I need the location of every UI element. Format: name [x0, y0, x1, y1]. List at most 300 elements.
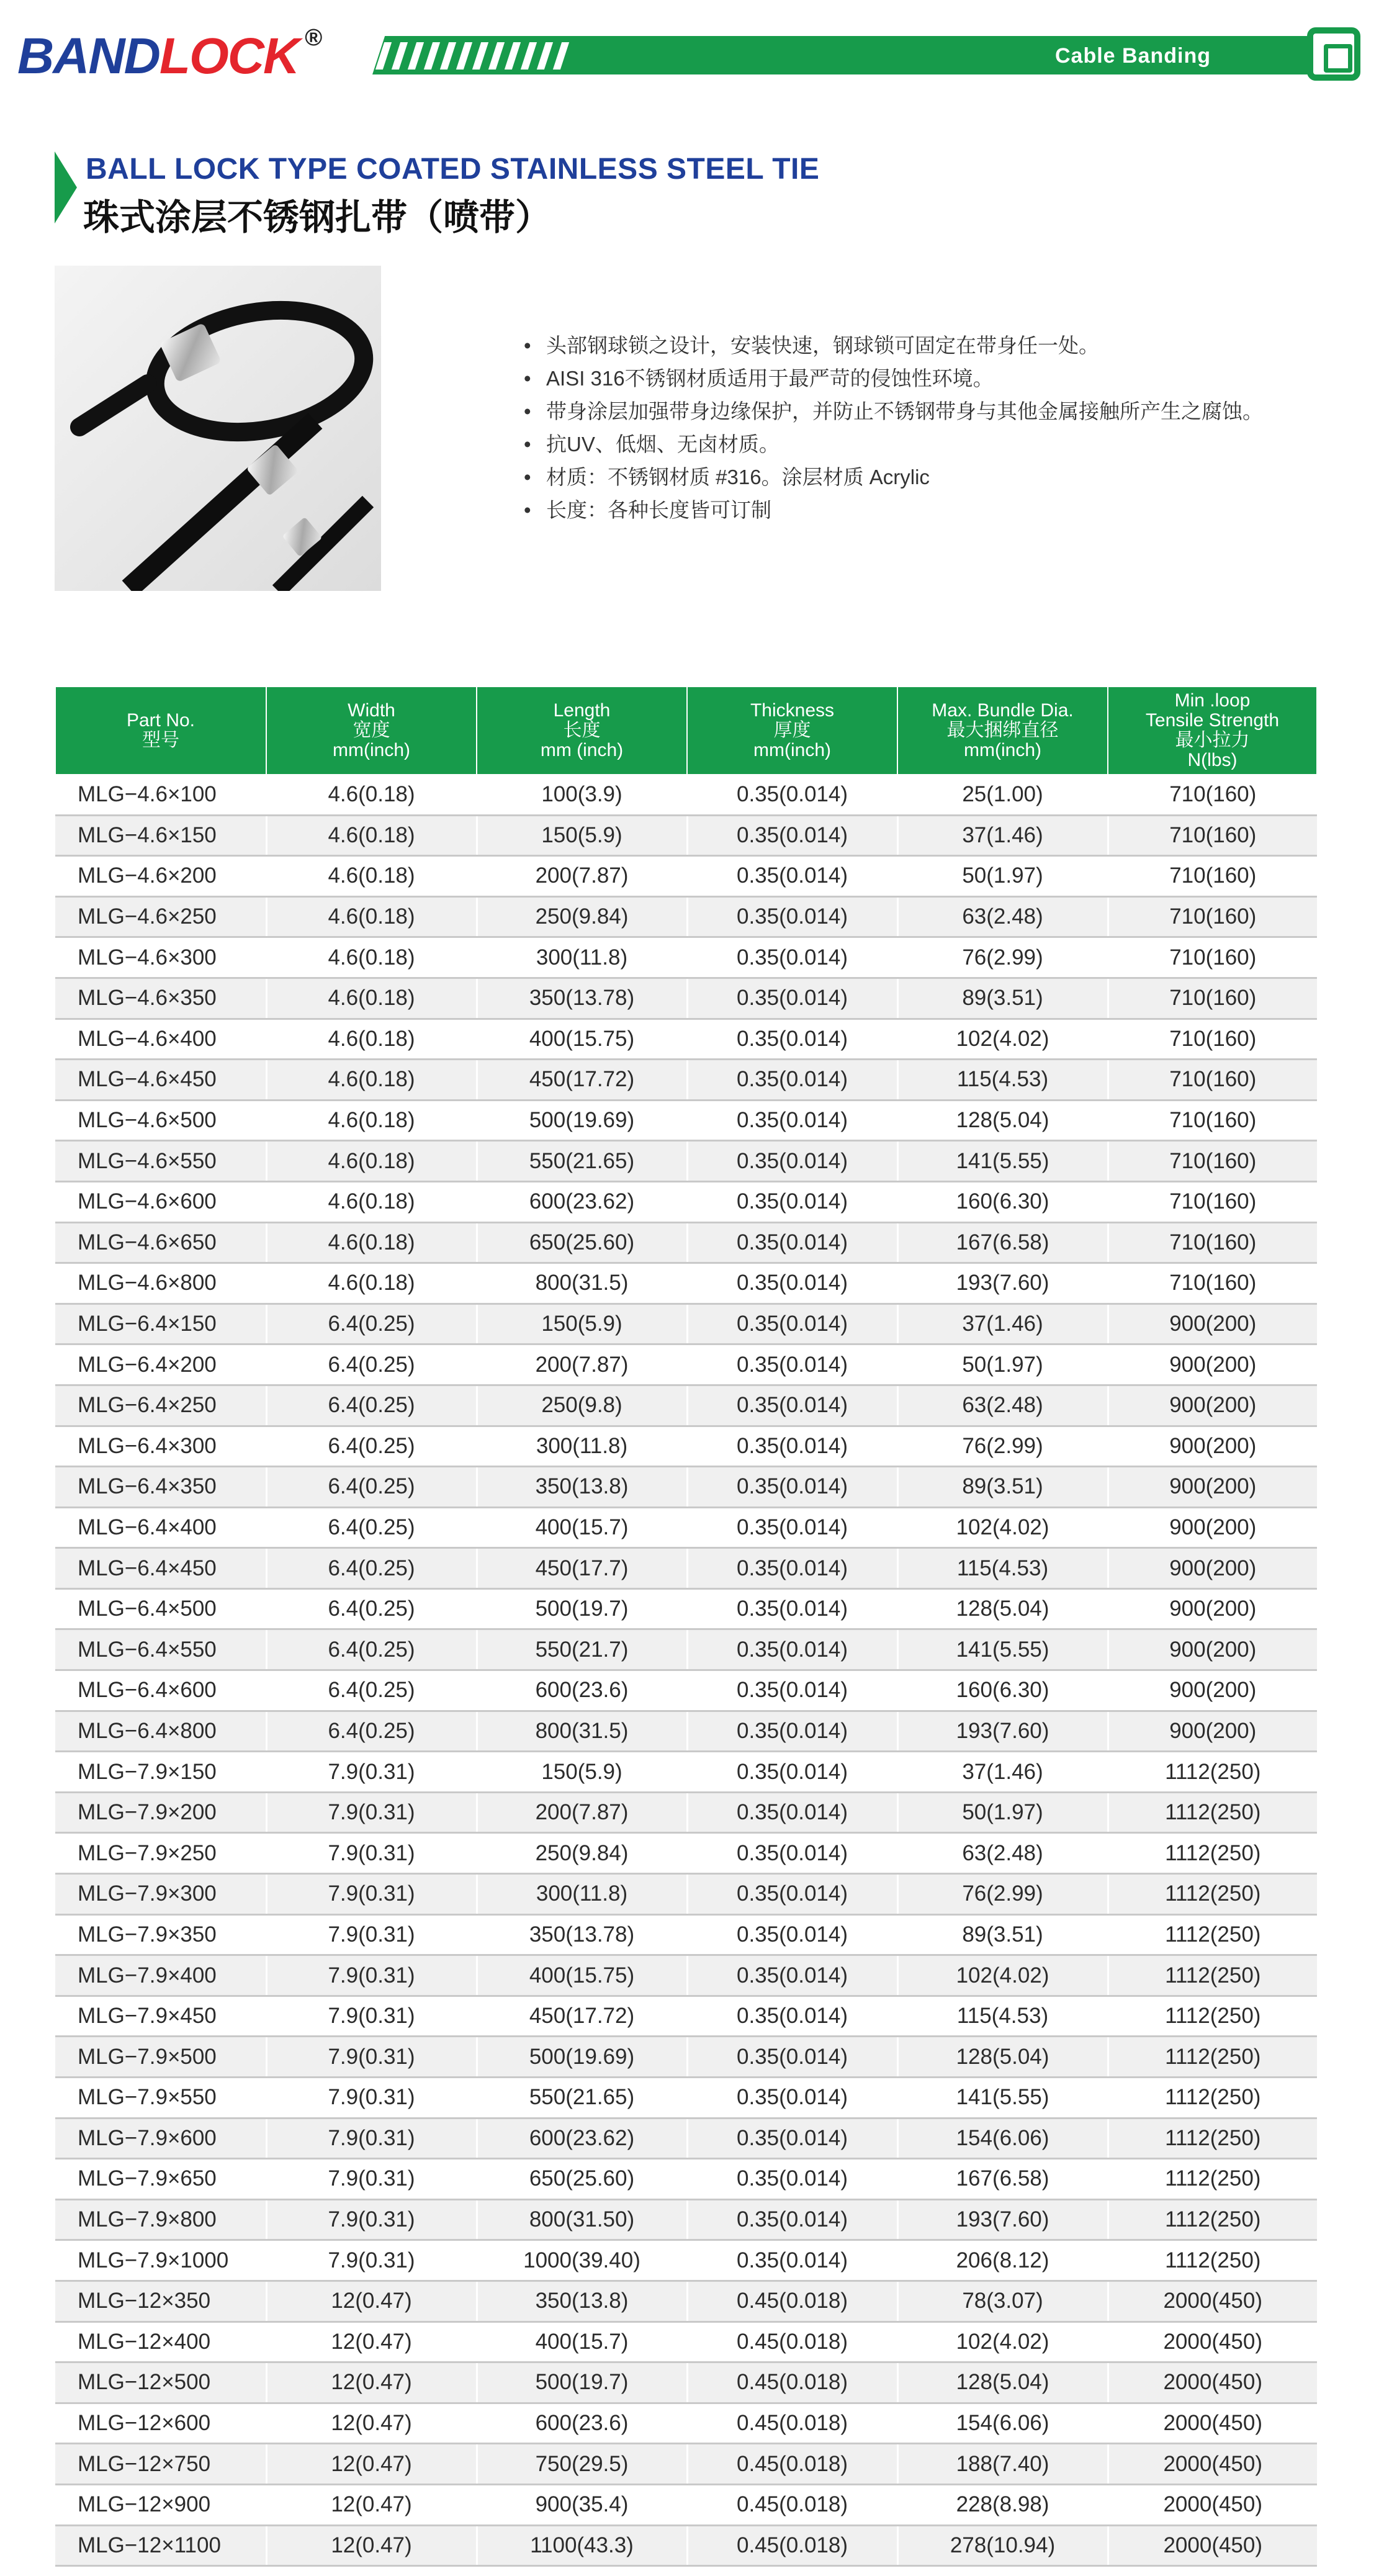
column-header-thickness [687, 687, 897, 775]
length-cell: 1100(43.3) [477, 2525, 687, 2566]
tensile-strength-cell: 1112(250) [1108, 1914, 1317, 1955]
thickness-cell: 0.45(0.018) [687, 2362, 897, 2403]
width-cell: 7.9(0.31) [266, 2159, 477, 2200]
table-row [55, 1588, 1317, 1629]
part-number-cell: MLG−7.9×400 [55, 1955, 266, 1996]
tensile-strength-cell: 2000(450) [1108, 2281, 1317, 2322]
length-cell: 600(23.62) [477, 1181, 687, 1222]
thickness-cell: 0.35(0.014) [687, 1996, 897, 2037]
width-cell: 6.4(0.25) [266, 1548, 477, 1589]
table-row [55, 1548, 1317, 1589]
tensile-strength-cell: 710(160) [1108, 1222, 1317, 1263]
length-cell: 350(13.78) [477, 1914, 687, 1955]
width-cell: 12(0.47) [266, 2281, 477, 2322]
tensile-strength-cell: 900(200) [1108, 1426, 1317, 1467]
table-row [55, 1752, 1317, 1793]
bundle-dia-cell: 37(1.46) [897, 815, 1108, 856]
feature-item: • 材质：不锈钢材质 #316。涂层材质 Acrylic [519, 461, 1326, 493]
thickness-cell: 0.35(0.014) [687, 2078, 897, 2119]
width-cell: 6.4(0.25) [266, 1711, 477, 1752]
part-number-cell: MLG−12×750 [55, 2444, 266, 2485]
thickness-cell: 0.45(0.018) [687, 2484, 897, 2525]
length-cell: 550(21.65) [477, 2078, 687, 2119]
column-header-line: Part No. [126, 710, 195, 731]
column-header-bundle-dia [897, 687, 1108, 775]
width-cell: 7.9(0.31) [266, 2118, 477, 2159]
coated-steel-cable-tie-photo-icon [55, 266, 381, 591]
length-cell: 100(3.9) [477, 775, 687, 815]
length-cell: 500(19.69) [477, 2037, 687, 2078]
bundle-dia-cell: 89(3.51) [897, 978, 1108, 1019]
part-number-cell: MLG−6.4×300 [55, 1426, 266, 1467]
table-row [55, 2037, 1317, 2078]
width-cell: 7.9(0.31) [266, 1792, 477, 1833]
tensile-strength-cell: 1112(250) [1108, 2078, 1317, 2119]
part-number-cell: MLG−4.6×400 [55, 1019, 266, 1060]
part-number-cell: MLG−6.4×550 [55, 1629, 266, 1670]
thickness-cell: 0.35(0.014) [687, 1670, 897, 1711]
tensile-strength-cell: 900(200) [1108, 1711, 1317, 1752]
table-row [55, 1344, 1317, 1385]
bundle-dia-cell: 228(8.98) [897, 2484, 1108, 2525]
tensile-strength-cell: 900(200) [1108, 1629, 1317, 1670]
part-number-cell: MLG−7.9×600 [55, 2118, 266, 2159]
length-cell: 450(17.72) [477, 1060, 687, 1101]
part-number-cell: MLG−12×1100 [55, 2525, 266, 2566]
table-row [55, 1996, 1317, 2037]
tensile-strength-cell: 710(160) [1108, 1141, 1317, 1182]
tensile-strength-cell: 2000(450) [1108, 2322, 1317, 2362]
part-number-cell: MLG−4.6×550 [55, 1141, 266, 1182]
thickness-cell: 0.35(0.014) [687, 1874, 897, 1915]
table-row [55, 775, 1317, 815]
table-row [55, 1263, 1317, 1304]
table-row [55, 1507, 1317, 1548]
column-header-line: 型号 [142, 730, 179, 750]
tensile-strength-cell: 1112(250) [1108, 1792, 1317, 1833]
thickness-cell: 0.35(0.014) [687, 1548, 897, 1589]
part-number-cell: MLG−6.4×800 [55, 1711, 266, 1752]
part-number-cell: MLG−4.6×800 [55, 1263, 266, 1304]
length-cell: 350(13.8) [477, 2281, 687, 2322]
column-header-line: Min .loop [1174, 690, 1251, 711]
thickness-cell: 0.35(0.014) [687, 1141, 897, 1182]
part-number-cell: MLG−12×900 [55, 2484, 266, 2525]
tensile-strength-cell: 2000(450) [1108, 2444, 1317, 2485]
feature-item: • 带身涂层加强带身边缘保护，并防止不锈钢带身与其他金属接触所产生之腐蚀。 [519, 395, 1326, 428]
bundle-dia-cell: 102(4.02) [897, 2322, 1108, 2362]
bundle-dia-cell: 50(1.97) [897, 856, 1108, 897]
bundle-dia-cell: 115(4.53) [897, 1060, 1108, 1101]
length-cell: 450(17.7) [477, 1548, 687, 1589]
column-header-line: mm(inch) [333, 740, 410, 760]
width-cell: 4.6(0.18) [266, 1181, 477, 1222]
tensile-strength-cell: 1112(250) [1108, 2199, 1317, 2240]
part-number-cell: MLG−6.4×350 [55, 1467, 266, 1508]
bundle-dia-cell: 115(4.53) [897, 1996, 1108, 2037]
table-row [55, 1100, 1317, 1141]
bundle-dia-cell: 278(10.94) [897, 2525, 1108, 2566]
width-cell: 4.6(0.18) [266, 1141, 477, 1182]
thickness-cell: 0.35(0.014) [687, 1344, 897, 1385]
table-row [55, 1955, 1317, 1996]
product-photo [55, 266, 381, 591]
length-cell: 750(29.5) [477, 2444, 687, 2485]
square-logo-icon [1307, 27, 1360, 81]
thickness-cell: 0.35(0.014) [687, 1792, 897, 1833]
tensile-strength-cell: 1112(250) [1108, 1833, 1317, 1874]
bundle-dia-cell: 167(6.58) [897, 2159, 1108, 2200]
tensile-strength-cell: 1112(250) [1108, 1874, 1317, 1915]
bundle-dia-cell: 188(7.40) [897, 2444, 1108, 2485]
thickness-cell: 0.35(0.014) [687, 1426, 897, 1467]
table-row [55, 1304, 1317, 1344]
width-cell: 7.9(0.31) [266, 2037, 477, 2078]
bundle-dia-cell: 206(8.12) [897, 2240, 1108, 2281]
width-cell: 4.6(0.18) [266, 1100, 477, 1141]
part-number-cell: MLG−7.9×650 [55, 2159, 266, 2200]
length-cell: 500(19.7) [477, 2362, 687, 2403]
feature-list [519, 329, 1326, 526]
bundle-dia-cell: 102(4.02) [897, 1507, 1108, 1548]
tensile-strength-cell: 710(160) [1108, 1019, 1317, 1060]
length-cell: 600(23.62) [477, 2118, 687, 2159]
width-cell: 4.6(0.18) [266, 896, 477, 937]
table-row [55, 1181, 1317, 1222]
table-row [55, 1222, 1317, 1263]
column-header-length [477, 687, 687, 775]
part-number-cell: MLG−7.9×150 [55, 1752, 266, 1793]
width-cell: 4.6(0.18) [266, 978, 477, 1019]
part-number-cell: MLG−12×400 [55, 2322, 266, 2362]
tensile-strength-cell: 900(200) [1108, 1385, 1317, 1426]
width-cell: 4.6(0.18) [266, 937, 477, 978]
width-cell: 7.9(0.31) [266, 1996, 477, 2037]
length-cell: 250(9.8) [477, 1385, 687, 1426]
width-cell: 6.4(0.25) [266, 1426, 477, 1467]
bundle-dia-cell: 160(6.30) [897, 1670, 1108, 1711]
width-cell: 6.4(0.25) [266, 1588, 477, 1629]
part-number-cell: MLG−6.4×450 [55, 1548, 266, 1589]
width-cell: 12(0.47) [266, 2525, 477, 2566]
length-cell: 650(25.60) [477, 2159, 687, 2200]
tensile-strength-cell: 1112(250) [1108, 2240, 1317, 2281]
tensile-strength-cell: 710(160) [1108, 775, 1317, 815]
width-cell: 7.9(0.31) [266, 1914, 477, 1955]
table-row [55, 1385, 1317, 1426]
tensile-strength-cell: 710(160) [1108, 1060, 1317, 1101]
tensile-strength-cell: 710(160) [1108, 815, 1317, 856]
part-number-cell: MLG−7.9×200 [55, 1792, 266, 1833]
table-row [55, 1792, 1317, 1833]
bundle-dia-cell: 76(2.99) [897, 1426, 1108, 1467]
width-cell: 4.6(0.18) [266, 1222, 477, 1263]
table-row [55, 1426, 1317, 1467]
table-row [55, 1629, 1317, 1670]
part-number-cell: MLG−12×500 [55, 2362, 266, 2403]
width-cell: 12(0.47) [266, 2322, 477, 2362]
length-cell: 400(15.7) [477, 2322, 687, 2362]
thickness-cell: 0.35(0.014) [687, 1588, 897, 1629]
thickness-cell: 0.35(0.014) [687, 2118, 897, 2159]
tensile-strength-cell: 900(200) [1108, 1548, 1317, 1589]
header-stripes [380, 42, 565, 70]
bundle-dia-cell: 76(2.99) [897, 1874, 1108, 1915]
table-row [55, 2199, 1317, 2240]
column-header-line: N(lbs) [1187, 750, 1238, 770]
table-body [55, 775, 1317, 2566]
thickness-cell: 0.35(0.014) [687, 1507, 897, 1548]
width-cell: 7.9(0.31) [266, 1874, 477, 1915]
bundle-dia-cell: 76(2.99) [897, 937, 1108, 978]
length-cell: 650(25.60) [477, 1222, 687, 1263]
column-header-line: 最小拉力 [1175, 730, 1250, 750]
table-row [55, 856, 1317, 897]
column-header-part-no [55, 687, 266, 775]
thickness-cell: 0.35(0.014) [687, 1222, 897, 1263]
bundle-dia-cell: 102(4.02) [897, 1019, 1108, 1060]
thickness-cell: 0.35(0.014) [687, 1100, 897, 1141]
tensile-strength-cell: 710(160) [1108, 937, 1317, 978]
width-cell: 12(0.47) [266, 2484, 477, 2525]
part-number-cell: MLG−7.9×1000 [55, 2240, 266, 2281]
table-row [55, 2322, 1317, 2362]
spec-table [55, 686, 1318, 2567]
tensile-strength-cell: 1112(250) [1108, 1752, 1317, 1793]
tensile-strength-cell: 710(160) [1108, 1263, 1317, 1304]
column-header-line: mm(inch) [753, 740, 831, 760]
thickness-cell: 0.35(0.014) [687, 1629, 897, 1670]
thickness-cell: 0.35(0.014) [687, 896, 897, 937]
length-cell: 200(7.87) [477, 856, 687, 897]
tagline: Cable Banding [1055, 44, 1211, 68]
product-title-cn: 珠式涂层不锈钢扎带（喷带） [83, 197, 552, 238]
length-cell: 550(21.7) [477, 1629, 687, 1670]
table-row [55, 1060, 1317, 1101]
tensile-strength-cell: 2000(450) [1108, 2403, 1317, 2444]
bundle-dia-cell: 50(1.97) [897, 1792, 1108, 1833]
width-cell: 4.6(0.18) [266, 815, 477, 856]
thickness-cell: 0.35(0.014) [687, 775, 897, 815]
length-cell: 250(9.84) [477, 896, 687, 937]
part-number-cell: MLG−4.6×650 [55, 1222, 266, 1263]
bundle-dia-cell: 128(5.04) [897, 1588, 1108, 1629]
table-row [55, 1711, 1317, 1752]
width-cell: 4.6(0.18) [266, 775, 477, 815]
column-header-line: 最大捆绑直径 [946, 720, 1059, 741]
table-row [55, 2240, 1317, 2281]
thickness-cell: 0.35(0.014) [687, 1955, 897, 1996]
width-cell: 7.9(0.31) [266, 2240, 477, 2281]
tensile-strength-cell: 1112(250) [1108, 2037, 1317, 2078]
table-row [55, 2118, 1317, 2159]
tensile-strength-cell: 900(200) [1108, 1467, 1317, 1508]
column-header-line: Width [348, 700, 395, 721]
part-number-cell: MLG−6.4×200 [55, 1344, 266, 1385]
thickness-cell: 0.35(0.014) [687, 1752, 897, 1793]
column-header-line: Max. Bundle Dia. [932, 700, 1074, 721]
length-cell: 200(7.87) [477, 1344, 687, 1385]
table-row [55, 1833, 1317, 1874]
table-row [55, 1141, 1317, 1182]
bundle-dia-cell: 25(1.00) [897, 775, 1108, 815]
tensile-strength-cell: 2000(450) [1108, 2362, 1317, 2403]
part-number-cell: MLG−4.6×250 [55, 896, 266, 937]
tensile-strength-cell: 900(200) [1108, 1344, 1317, 1385]
column-header-line: mm (inch) [540, 740, 624, 760]
thickness-cell: 0.45(0.018) [687, 2444, 897, 2485]
length-cell: 350(13.78) [477, 978, 687, 1019]
bundle-dia-cell: 154(6.06) [897, 2403, 1108, 2444]
part-number-cell: MLG−7.9×250 [55, 1833, 266, 1874]
column-header-line: 宽度 [353, 720, 390, 741]
length-cell: 900(35.4) [477, 2484, 687, 2525]
table-header-row [55, 687, 1317, 775]
table-row [55, 1019, 1317, 1060]
table-row [55, 1914, 1317, 1955]
length-cell: 350(13.8) [477, 1467, 687, 1508]
table-row [55, 937, 1317, 978]
part-number-cell: MLG−4.6×300 [55, 937, 266, 978]
tensile-strength-cell: 900(200) [1108, 1304, 1317, 1344]
bundle-dia-cell: 50(1.97) [897, 1344, 1108, 1385]
part-number-cell: MLG−7.9×300 [55, 1874, 266, 1915]
thickness-cell: 0.35(0.014) [687, 2240, 897, 2281]
thickness-cell: 0.35(0.014) [687, 1263, 897, 1304]
table-row [55, 2281, 1317, 2322]
bundle-dia-cell: 115(4.53) [897, 1548, 1108, 1589]
width-cell: 4.6(0.18) [266, 856, 477, 897]
tensile-strength-cell: 710(160) [1108, 896, 1317, 937]
length-cell: 550(21.65) [477, 1141, 687, 1182]
length-cell: 600(23.6) [477, 1670, 687, 1711]
column-header-width [266, 687, 477, 775]
feature-item: • 长度：各种长度皆可订制 [519, 493, 1326, 526]
bundle-dia-cell: 141(5.55) [897, 1629, 1108, 1670]
thickness-cell: 0.35(0.014) [687, 1833, 897, 1874]
length-cell: 250(9.84) [477, 1833, 687, 1874]
width-cell: 12(0.47) [266, 2403, 477, 2444]
part-number-cell: MLG−7.9×500 [55, 2037, 266, 2078]
width-cell: 6.4(0.25) [266, 1304, 477, 1344]
bundle-dia-cell: 128(5.04) [897, 1100, 1108, 1141]
thickness-cell: 0.45(0.018) [687, 2281, 897, 2322]
part-number-cell: MLG−4.6×100 [55, 775, 266, 815]
width-cell: 6.4(0.25) [266, 1385, 477, 1426]
bundle-dia-cell: 167(6.58) [897, 1222, 1108, 1263]
length-cell: 500(19.7) [477, 1588, 687, 1629]
part-number-cell: MLG−12×350 [55, 2281, 266, 2322]
tensile-strength-cell: 2000(450) [1108, 2525, 1317, 2566]
length-cell: 800(31.50) [477, 2199, 687, 2240]
brand-name-part1: BAND [17, 28, 160, 84]
thickness-cell: 0.35(0.014) [687, 1467, 897, 1508]
table-row [55, 1467, 1317, 1508]
table-row [55, 815, 1317, 856]
tensile-strength-cell: 1112(250) [1108, 1955, 1317, 1996]
length-cell: 800(31.5) [477, 1263, 687, 1304]
bundle-dia-cell: 63(2.48) [897, 1833, 1108, 1874]
product-title-en: BALL LOCK TYPE COATED STAINLESS STEEL TIE [86, 153, 820, 186]
table-row [55, 2525, 1317, 2566]
part-number-cell: MLG−6.4×500 [55, 1588, 266, 1629]
thickness-cell: 0.45(0.018) [687, 2525, 897, 2566]
width-cell: 6.4(0.25) [266, 1467, 477, 1508]
width-cell: 6.4(0.25) [266, 1507, 477, 1548]
title-arrow-icon [55, 151, 77, 223]
bundle-dia-cell: 193(7.60) [897, 1263, 1108, 1304]
length-cell: 150(5.9) [477, 1752, 687, 1793]
bundle-dia-cell: 128(5.04) [897, 2362, 1108, 2403]
bundle-dia-cell: 154(6.06) [897, 2118, 1108, 2159]
thickness-cell: 0.35(0.014) [687, 2199, 897, 2240]
bundle-dia-cell: 37(1.46) [897, 1752, 1108, 1793]
bundle-dia-cell: 193(7.60) [897, 1711, 1108, 1752]
length-cell: 300(11.8) [477, 937, 687, 978]
thickness-cell: 0.35(0.014) [687, 1914, 897, 1955]
width-cell: 6.4(0.25) [266, 1344, 477, 1385]
part-number-cell: MLG−4.6×500 [55, 1100, 266, 1141]
table-row [55, 2444, 1317, 2485]
table-row [55, 2078, 1317, 2119]
thickness-cell: 0.45(0.018) [687, 2322, 897, 2362]
table-row [55, 978, 1317, 1019]
tensile-strength-cell: 710(160) [1108, 1100, 1317, 1141]
length-cell: 300(11.8) [477, 1426, 687, 1467]
column-header-line: 厚度 [773, 720, 811, 741]
feature-item: • 头部钢球锁之设计，安装快速，钢球锁可固定在带身任一处。 [519, 329, 1326, 362]
width-cell: 6.4(0.25) [266, 1629, 477, 1670]
length-cell: 800(31.5) [477, 1711, 687, 1752]
table-row [55, 896, 1317, 937]
table-row [55, 2403, 1317, 2444]
width-cell: 12(0.47) [266, 2444, 477, 2485]
width-cell: 7.9(0.31) [266, 1752, 477, 1793]
table-row [55, 2484, 1317, 2525]
thickness-cell: 0.35(0.014) [687, 1060, 897, 1101]
width-cell: 4.6(0.18) [266, 1019, 477, 1060]
length-cell: 300(11.8) [477, 1874, 687, 1915]
tensile-strength-cell: 710(160) [1108, 1181, 1317, 1222]
tensile-strength-cell: 710(160) [1108, 856, 1317, 897]
part-number-cell: MLG−7.9×450 [55, 1996, 266, 2037]
table-row [55, 2362, 1317, 2403]
width-cell: 12(0.47) [266, 2362, 477, 2403]
bundle-dia-cell: 37(1.46) [897, 1304, 1108, 1344]
thickness-cell: 0.35(0.014) [687, 1019, 897, 1060]
thickness-cell: 0.35(0.014) [687, 2159, 897, 2200]
tensile-strength-cell: 1112(250) [1108, 1996, 1317, 2037]
column-header-line: Thickness [750, 700, 835, 721]
part-number-cell: MLG−4.6×350 [55, 978, 266, 1019]
bundle-dia-cell: 102(4.02) [897, 1955, 1108, 1996]
column-header-line: Length [553, 700, 611, 721]
part-number-cell: MLG−6.4×250 [55, 1385, 266, 1426]
part-number-cell: MLG−4.6×200 [55, 856, 266, 897]
width-cell: 7.9(0.31) [266, 1955, 477, 1996]
brand-logo [17, 25, 321, 84]
part-number-cell: MLG−6.4×600 [55, 1670, 266, 1711]
bundle-dia-cell: 193(7.60) [897, 2199, 1108, 2240]
part-number-cell: MLG−7.9×350 [55, 1914, 266, 1955]
column-header-line: Tensile Strength [1145, 710, 1280, 731]
bundle-dia-cell: 141(5.55) [897, 2078, 1108, 2119]
feature-item: • AISI 316不锈钢材质适用于最严苛的侵蚀性环境。 [519, 362, 1326, 395]
bundle-dia-cell: 160(6.30) [897, 1181, 1108, 1222]
tensile-strength-cell: 1112(250) [1108, 2159, 1317, 2200]
length-cell: 500(19.69) [477, 1100, 687, 1141]
part-number-cell: MLG−6.4×400 [55, 1507, 266, 1548]
